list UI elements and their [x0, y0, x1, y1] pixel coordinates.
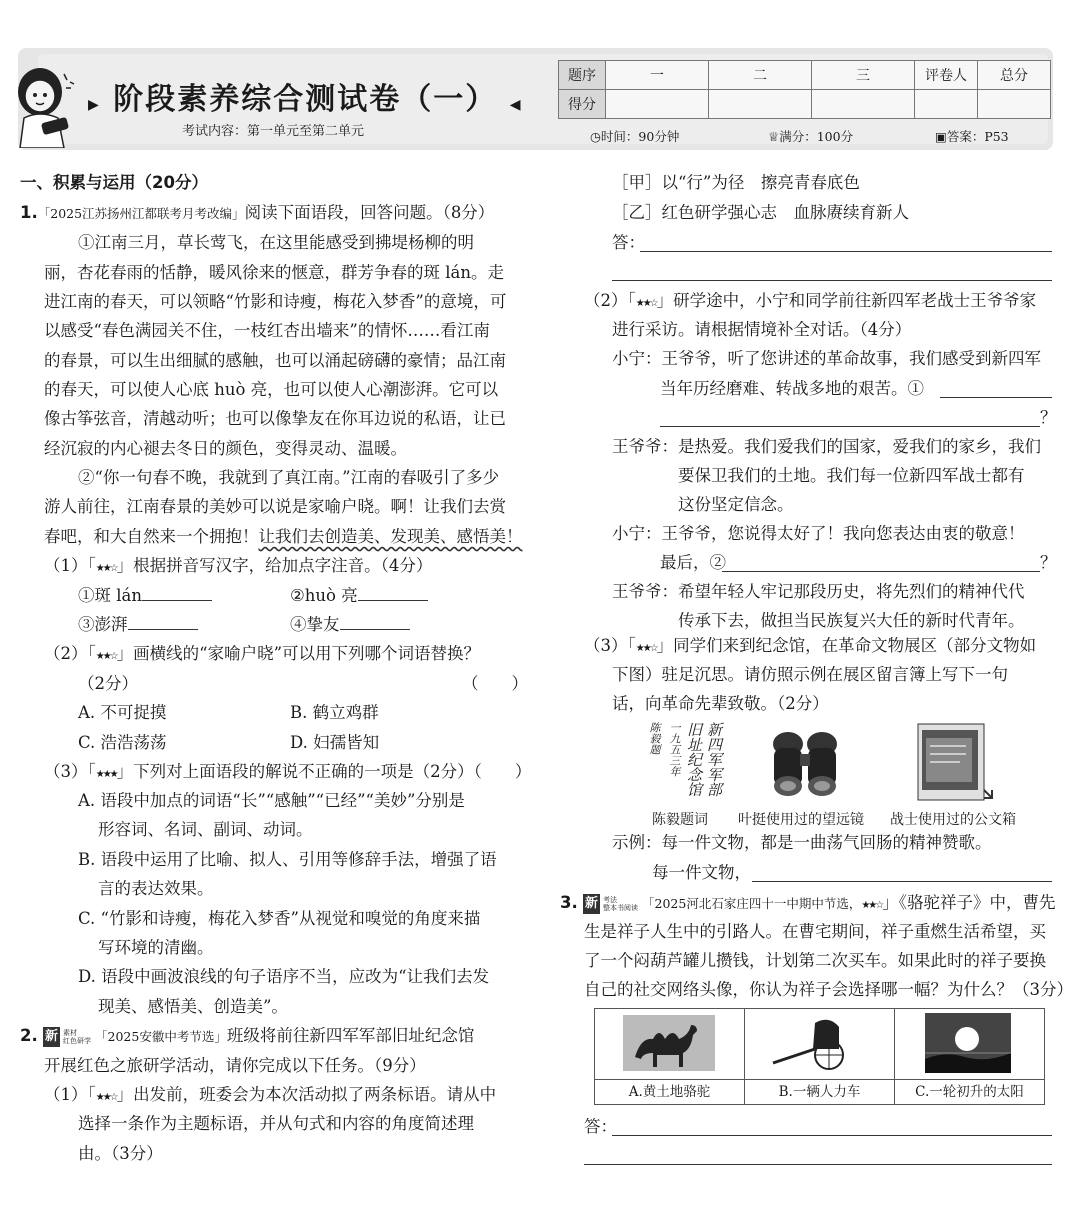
option[interactable]: C. 浩浩荡荡 [78, 733, 167, 752]
q2-sub-question-2-line: 进行采访。请根据情境补全对话。（4分） [612, 320, 912, 339]
answer-paren[interactable]: （ ） [462, 674, 528, 693]
image-caption: 战士使用过的公文箱 [890, 812, 1016, 828]
question-mark: ？ [1040, 408, 1057, 427]
sub-question-2: （2）「★★☆」画横线的“家喻户晓”可以用下列哪个词语替换？ [44, 644, 481, 663]
table-header-cell: 总分 [978, 61, 1051, 90]
score-table-header-row [559, 61, 1051, 90]
table-header-cell: 评卷人 [915, 61, 978, 90]
score-cell[interactable] [812, 90, 915, 119]
dialog-line: 小宁：王爷爷，您说得太好了！我向您表达由衷的敬意！ [612, 524, 1025, 543]
table-header-cell: 三 [812, 61, 915, 90]
score-table [558, 60, 1051, 119]
full-score-info: ♕满分：100分 [768, 129, 854, 144]
question-2-line: 开展红色之旅研学活动，请你完成以下任务。（9分） [44, 1056, 426, 1075]
option[interactable]: D. 语段中画波浪线的句子语序不当，应改为“让我们去发 [78, 967, 490, 986]
trophy-icon: ♕ [768, 129, 780, 144]
passage-line: 春吧，和大自然来一个拥抱！让我们去创造美、发现美、感悟美！ [44, 527, 523, 546]
choice-label: C.一轮初升的太阳 [895, 1079, 1044, 1104]
answer-line[interactable] [722, 571, 1040, 572]
option[interactable]: A. 不可捉摸 [78, 703, 167, 722]
triangle-right-icon: ▶ [88, 97, 101, 113]
answer-blank[interactable] [340, 613, 410, 630]
image-caption: 陈毅题词 [652, 812, 708, 828]
option[interactable]: B. 鹤立鸡群 [290, 703, 379, 722]
answer-line[interactable] [752, 881, 1052, 882]
camel-image [595, 1009, 744, 1075]
option[interactable]: A. 语段中加点的词语“长”“感触”“已经”“美妙”分别是 [78, 791, 465, 810]
choice-label: A.黄土地骆驼 [595, 1079, 744, 1104]
option[interactable]: D. 妇孺皆知 [290, 733, 380, 752]
question-3-line: 了一个闷葫芦罐儿攒钱，计划第二次买车。如果此时的祥子要换 [584, 951, 1046, 970]
question-source: 「2025安徽中考节选」 [95, 1029, 227, 1044]
question-source: 「2025江苏扬州江都联考月考改编」 [37, 206, 245, 221]
answer-label: 答： [612, 233, 645, 252]
binoculars-image [764, 722, 848, 806]
passage-line: 丽，杏花春雨的恬静，暖风徐来的惬意，群芳争春的斑 lán。走 [44, 263, 504, 282]
option-cont: 言的表达效果。 [98, 879, 214, 898]
sub-question-3: （3）「★★★」下列对上面语段的解说不正确的一项是（2分）（ ） [44, 762, 532, 781]
answer-line[interactable] [612, 1135, 1052, 1136]
fill-item: ④挚友 [290, 610, 410, 640]
q2-sub-question-3-line: 话，向革命先辈致敬。（2分） [612, 694, 829, 713]
q2-sub-question-2: （2）「★★☆」研学途中，小宁和同学前往新四军老战士王爷爷家 [584, 291, 1037, 310]
score-table-score-row [559, 90, 1051, 119]
dialog-line: 王爷爷：希望年轻人牢记那段历史，将先烈们的精神代代 [612, 582, 1025, 601]
fill-item: ①斑 lán [78, 581, 212, 611]
score-cell[interactable] [606, 90, 709, 119]
passage-line: 进江南的春天，可以领略“竹影和诗瘦，梅花入梦香”的意境，可 [44, 292, 507, 311]
passage-line: 以感受“春色满园关不住，一枝红杏出墙来”的情怀……看江南 [44, 321, 490, 340]
answer-line[interactable] [640, 251, 1052, 252]
answer-blank[interactable] [358, 584, 428, 601]
sub-question-1: （1）「★★☆」根据拼音写汉字，给加点字注音。（4分） [44, 556, 433, 575]
passage-line: ①江南三月，草长莺飞，在这里能感受到拂堤杨柳的明 [78, 233, 474, 252]
rickshaw-image [745, 1009, 894, 1075]
new-badge: 新 [43, 1027, 60, 1047]
wavy-underlined-sentence: 让我们去创造美、发现美、感悟美！ [258, 527, 523, 546]
score-cell[interactable] [978, 90, 1051, 119]
dialog-line: 要保卫我们的土地。我们每一位新四军战士都有 [678, 466, 1025, 485]
dialog-line: 当年历经磨难、转战多地的艰苦。① [660, 379, 924, 398]
example-text: 示例：每一件文物，都是一曲荡气回肠的精神赞歌。 [612, 833, 992, 852]
time-info: ◷时间：90分钟 [590, 129, 680, 144]
question-source: 「2025河北石家庄四十一中期中节选， [642, 896, 862, 911]
passage-line: 游人前往，江南春景的美妙可以说是家喻户晓。啊！让我们去赏 [44, 497, 506, 516]
calligraphy-inscription: 新四军军部 旧址纪念馆 一九五三年 陈毅题 [648, 722, 723, 797]
new-badge: 新 [583, 894, 600, 914]
choice-a[interactable] [595, 1009, 745, 1105]
slogan-a: ［甲］以“行”为径 擦亮青春底色 [612, 173, 860, 192]
passage-line: 像古筝弦音，清越动听；也可以像挚友在你耳边说的私语，让已 [44, 409, 506, 428]
score-cell[interactable] [915, 90, 978, 119]
fill-item: ③澎湃 [78, 610, 198, 640]
passage-line: 的春天，可以使人心底 huò 亮，也可以使人心潮澎湃。它可以 [44, 380, 499, 399]
option-cont: 写环境的清幽。 [98, 938, 214, 957]
score-note: （2分） [78, 674, 138, 693]
question-3-line: 生是祥子人生中的引路人。在曹宅期间，祥子重燃生活希望，买 [584, 922, 1046, 941]
q2-sub-question-3-line: 下图）驻足沉思。请仿照示例在展区留言簿上写下一句 [612, 665, 1008, 684]
answer-page-info: ▣答案：P53 [935, 129, 1009, 144]
dialog-line: 小宁：王爷爷，听了您讲述的革命故事，我们感受到新四军 [612, 349, 1041, 368]
passage-line: ②“你一句春不晚，我就到了真江南。”江南的春吸引了多少 [78, 468, 500, 487]
document-case-image [916, 722, 996, 806]
option-cont: 现美、感悟美、创造美”。 [98, 997, 288, 1016]
slogan-b: ［乙］红色研学强心志 血脉赓续育新人 [612, 203, 909, 222]
q2-sub-question-1-line: 由。（3分） [78, 1144, 163, 1163]
dialog-line: 王爷爷：是热爱。我们爱我们的国家，爱我们的家乡，我们 [612, 437, 1041, 456]
answer-blank[interactable] [142, 584, 212, 601]
dialog-line: 这份坚定信念。 [678, 495, 794, 514]
dialog-line: 最后，② [660, 553, 726, 572]
fill-prefix: 每一件文物， [652, 863, 751, 882]
sunrise-image [895, 1009, 1044, 1075]
table-header-cell: 题序 [559, 61, 606, 90]
image-caption: 叶挺使用过的望远镜 [738, 812, 864, 828]
avatar-choice-table [594, 1008, 1045, 1105]
answer-blank[interactable] [128, 613, 198, 630]
passage-line: 的春景，可以生出细腻的感触，也可以涌起磅礴的豪情；品江南 [44, 351, 506, 370]
section-heading: 一、积累与运用（20分） [20, 173, 208, 192]
table-header-cell: 二 [709, 61, 812, 90]
clock-icon: ◷ [590, 129, 601, 144]
student-mascot-illustration [2, 62, 82, 148]
choice-b[interactable] [745, 1009, 895, 1105]
answer-line[interactable] [660, 426, 1040, 427]
option[interactable]: C. “竹影和诗瘦，梅花入梦香”从视觉和嗅觉的角度来描 [78, 909, 481, 928]
passage-line: 经沉寂的内心褪去冬日的颜色，变得灵动、温暖。 [44, 439, 407, 458]
option-cont: 形容词、名词、副词、动词。 [98, 820, 313, 839]
exam-scope: 考试内容：第一单元至第二单元 [182, 124, 365, 139]
question-3-header: 3. 新 考法 整本书阅读 「2025河北石家庄四十一中期中节选，★★☆」《骆驼祥子》中，曹先 [560, 893, 1056, 912]
answer-line[interactable] [612, 280, 1052, 281]
choice-c[interactable] [895, 1009, 1045, 1105]
dialog-line: 传承下去，做担当民族复兴大任的新时代青年。 [678, 611, 1025, 630]
badge-subtitle: 考法 整本书阅读 [603, 895, 639, 912]
option[interactable]: B. 语段中运用了比喻、拟人、引用等修辞手法，增强了语 [78, 850, 497, 869]
answer-label: 答： [584, 1117, 617, 1136]
page-title: ▶ 阶段素养综合测试卷（一） ◀ [88, 82, 523, 117]
q2-sub-question-1: （1）「★★☆」出发前，班委会为本次活动拟了两条标语。请从中 [44, 1085, 497, 1104]
question-1-header: 1.「2025江苏扬州江都联考月考改编」阅读下面语段，回答问题。（8分） [20, 203, 495, 222]
triangle-left-icon: ◀ [509, 97, 523, 113]
answer-line[interactable] [584, 1164, 1052, 1165]
answer-badge-icon: ▣ [935, 129, 947, 144]
question-3-line: 自己的社交网络头像，你认为祥子会选择哪一幅？为什么？（3分） [584, 980, 1073, 999]
q2-sub-question-3: （3）「★★☆」同学们来到纪念馆，在革命文物展区（部分文物如 [584, 636, 1037, 655]
question-2-header: 2. 新 素材 红色研学 「2025安徽中考节选」班级将前往新四军军部旧址纪念馆 [20, 1026, 475, 1045]
answer-line[interactable] [940, 397, 1052, 398]
score-label: 得分 [559, 90, 606, 119]
table-header-cell: 一 [606, 61, 709, 90]
score-cell[interactable] [709, 90, 812, 119]
choice-label: B.一辆人力车 [745, 1079, 894, 1104]
badge-subtitle: 素材 红色研学 [63, 1028, 92, 1045]
fill-item: ②huò 亮 [290, 581, 428, 611]
q2-sub-question-1-line: 选择一条作为主题标语，并从句式和内容的角度简述理 [78, 1114, 474, 1133]
question-mark: ？ [1040, 553, 1057, 572]
